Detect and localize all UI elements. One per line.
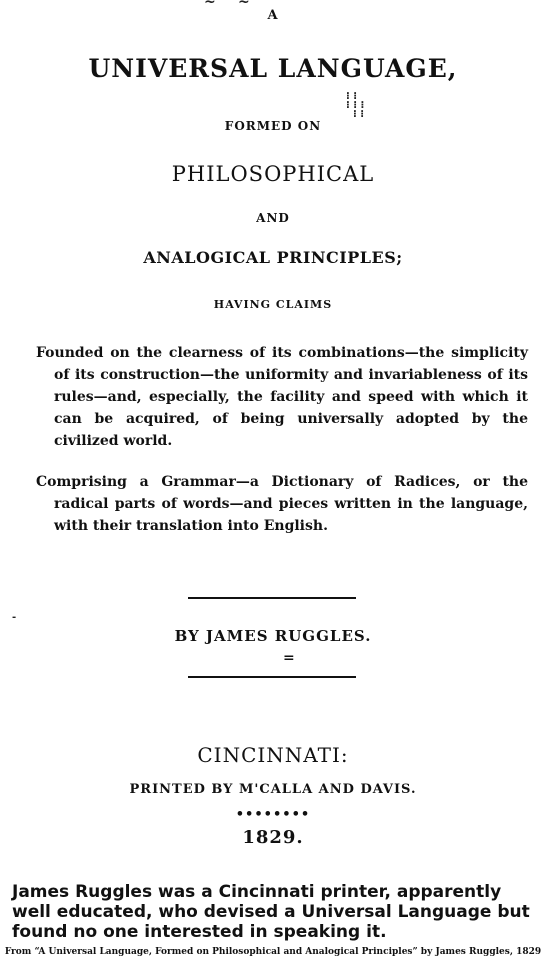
author-line: BY JAMES RUGGLES. [174, 627, 372, 645]
having-claims-line: HAVING CLAIMS [213, 298, 333, 311]
ornament-dots: •••••••• [235, 807, 311, 822]
claims-paragraph: Founded on the clearness of its combinations—the simplicity of its construction—the uniformity and invariableness of its rules—and, especially, the facility and speed with which it can be acquired, of being universally adopted by the civilized world. [36, 345, 528, 449]
caption-credit: From “A Universal Language, Formed on Philosophical and Analogical Principles” by James Ruggles, 1829 [4, 947, 542, 957]
top-rule [188, 597, 356, 599]
printer-line: PRINTED BY M'CALLA AND DAVIS. [129, 782, 417, 797]
ink-mark: = [283, 650, 295, 666]
formed-on-line: FORMED ON [224, 119, 322, 133]
book-title: UNIVERSAL LANGUAGE, [88, 54, 458, 83]
ink-speck: ~ [238, 0, 250, 10]
analogical-line: ANALOGICAL PRINCIPLES; [143, 248, 403, 267]
contents-paragraph: Comprising a Grammar—a Dictionary of Radices, or the radical parts of words—and pieces written in the language, with their translation into English. [36, 474, 528, 534]
and-line: AND [256, 211, 290, 225]
city-line: CINCINNATI: [197, 743, 349, 767]
ink-speck: ~ [204, 0, 216, 10]
caption-text: James Ruggles was a Cincinnati printer, apparently well educated, who devised a Universal Language but found no one interested in speaking it. [12, 882, 530, 942]
publication-year: 1829. [242, 827, 304, 848]
ink-speck: ⁝ ⁝ ⁝ ⁝ ⁝ ⁝ ⁝ [346, 91, 365, 120]
ink-speck: - [12, 612, 17, 623]
title-prefix: A [267, 8, 279, 23]
philosophical-line: PHILOSOPHICAL [171, 162, 375, 186]
bottom-rule [188, 676, 356, 678]
